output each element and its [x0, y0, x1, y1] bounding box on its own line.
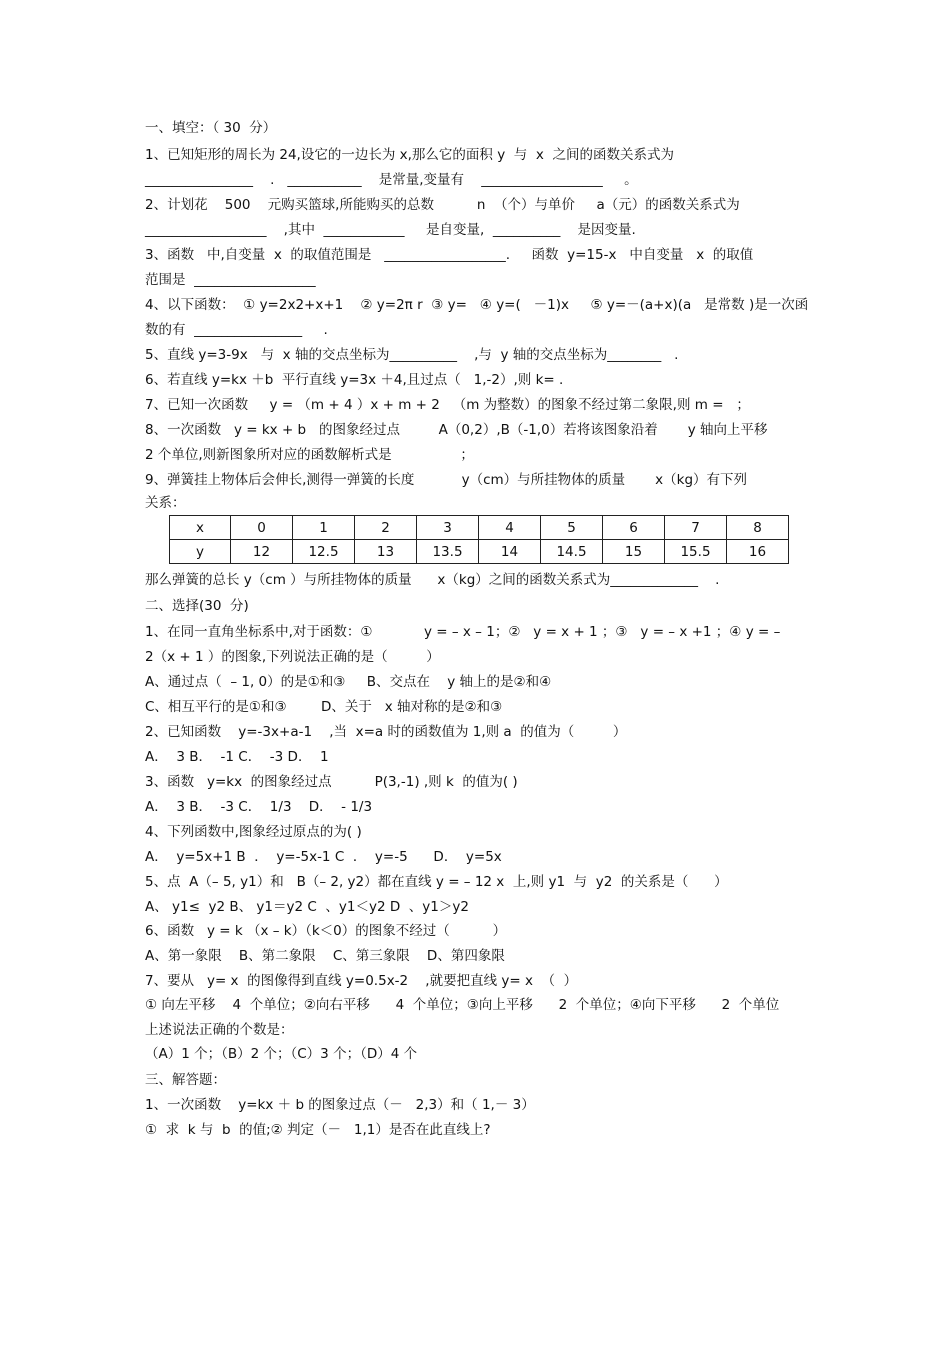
table-cell: 1 [293, 516, 355, 540]
line-31: A、第一象限 B、第二象限 C、第三象限 D、第四象限 [145, 948, 505, 964]
line-22: 2、已知函数 y=-3x+a-1 ,当 x=a 时的函数值为 1,则 a 的值为（ ） [145, 724, 627, 740]
line-8: 数的有 ________________ . [145, 322, 328, 338]
line-14: 9、弹簧挂上物体后会伸长,测得一弹簧的长度 y（cm）与所挂物体的质量 x（kg）有下列 [145, 472, 748, 488]
line-13: 2 个单位,则新图象所对应的函数解析式是 ； [145, 447, 474, 463]
line-36: 三、解答题： [145, 1072, 226, 1088]
line-1: 1、已知矩形的周长为 24,设它的一边长为 x,那么它的面积 y 与 x 之间的函数关系式为 [145, 147, 674, 163]
line-37: 1、一次函数 y=kx ＋ b 的图象过点（－ 2,3）和（ 1,－ 3） [145, 1097, 535, 1113]
table-row-y [170, 540, 789, 564]
line-23: A． 3 B． -1 C． -3 D． 1 [145, 749, 329, 765]
table-header-x: x [170, 516, 231, 540]
line-34: 上述说法正确的个数是： [145, 1022, 294, 1038]
line-20: A、通过点（ – 1, 0）的是①和③ B、交点在 y 轴上的是②和④ [145, 674, 552, 690]
table-cell: 3 [417, 516, 479, 540]
table-cell: 14.5 [541, 540, 603, 564]
line-15: 关系： [145, 495, 186, 511]
line-25: A． 3 B． -3 C． 1/3 D． - 1/3 [145, 799, 373, 815]
table-header-y: y [170, 540, 231, 564]
table-cell: 0 [231, 516, 293, 540]
line-12: 8、一次函数 y = kx + b 的图象经过点 A（0,2）,B（-1,0）若将该图象沿着 y 轴向上平移 [145, 422, 768, 438]
line-18: 1、在同一直角坐标系中,对于函数：① y = – x – 1；② y = x + 1 ；③ y = – x +1 ；④ y = – [145, 624, 781, 640]
line-10: 6、若直线 y=kx ＋b 平行直线 y=3x ＋4,且过点（ 1,-2）,则 k= . [145, 372, 564, 388]
table-cell: 2 [355, 516, 417, 540]
spring-data-table [169, 515, 789, 564]
line-33: ① 向左平移 4 个单位；②向右平移 4 个单位；③向上平移 2 个单位；④向下平移 2 个单位 [145, 997, 780, 1013]
line-16: 那么弹簧的总长 y（cm ）与所挂物体的质量 x（kg）之间的函数关系式为_____________ . [145, 572, 720, 588]
table-cell: 16 [727, 540, 789, 564]
line-9: 5、直线 y=3-9x 与 x 轴的交点坐标为__________ ,与 y 轴的交点坐标为________ . [145, 347, 679, 363]
line-11: 7、已知一次函数 y = （m + 4 ）x + m + 2 （m 为整数）的图象不经过第二象限,则 m = ； [145, 397, 750, 413]
table-cell: 6 [603, 516, 665, 540]
line-7: 4、以下函数： ① y=2x2+x+1 ② y=2π r ③ y= ④ y=( －1)x ⑤ y=－(a+x)(a 是常数 )是一次函 [145, 297, 809, 313]
line-3: 2、计划花 500 元购买篮球,所能购买的总数 n （个）与单价 a（元）的函数关系式为 [145, 197, 740, 213]
table-cell: 8 [727, 516, 789, 540]
table-cell: 14 [479, 540, 541, 564]
table-cell: 12 [231, 540, 293, 564]
table-cell: 5 [541, 516, 603, 540]
table-cell: 13 [355, 540, 417, 564]
line-4: __________________ ,其中 ____________ 是自变量, __________ 是因变量. [145, 222, 636, 238]
line-21: C、相互平行的是①和③ D、关于 x 轴对称的是②和③ [145, 699, 503, 715]
table-cell: 15.5 [665, 540, 727, 564]
line-19: 2（x + 1 ）的图象,下列说法正确的是（ ） [145, 649, 440, 665]
line-26: 4、下列函数中,图象经过原点的为( ) [145, 824, 362, 840]
line-27: A． y=5x+1 B ． y=-5x-1 C ． y=-5 D． y=5x [145, 849, 502, 865]
line-30: 6、函数 y = k （x – k）（k＜0）的图象不经过（ ） [145, 923, 507, 939]
line-2: ________________ . ___________ 是常量,变量有 __________________ 。 [145, 172, 638, 188]
table-cell: 13.5 [417, 540, 479, 564]
line-5: 3、函数 中,自变量 x 的取值范围是 __________________. 函数 y=15-x 中自变量 x 的取值 [145, 247, 754, 263]
line-17: 二、选择(30 分) [145, 598, 249, 614]
line-28: 5、点 A（– 5, y1）和 B（– 2, y2）都在直线 y = – 12 x 上,则 y1 与 y2 的关系是（ ） [145, 874, 728, 890]
line-24: 3、函数 y=kx 的图象经过点 P(3,-1) ,则 k 的值为( ) [145, 774, 518, 790]
line-38: ① 求 k 与 b 的值;② 判定（－ 1,1）是否在此直线上? [145, 1122, 491, 1138]
table-row-x [170, 516, 789, 540]
line-6: 范围是 __________________ [145, 272, 316, 288]
table-cell: 4 [479, 516, 541, 540]
table-cell: 7 [665, 516, 727, 540]
line-29: A、 y1≤ y2 B、 y1＝y2 C 、y1＜y2 D 、y1＞y2 [145, 899, 469, 915]
line-0: 一、填空：（ 30 分） [145, 120, 277, 136]
line-32: 7、要从 y= x 的图像得到直线 y=0.5x-2 ,就要把直线 y= x （ ） [145, 973, 578, 989]
table-cell: 15 [603, 540, 665, 564]
line-35: （A）1 个；（B）2 个；（C）3 个；（D）4 个 [145, 1046, 418, 1062]
table-cell: 12.5 [293, 540, 355, 564]
